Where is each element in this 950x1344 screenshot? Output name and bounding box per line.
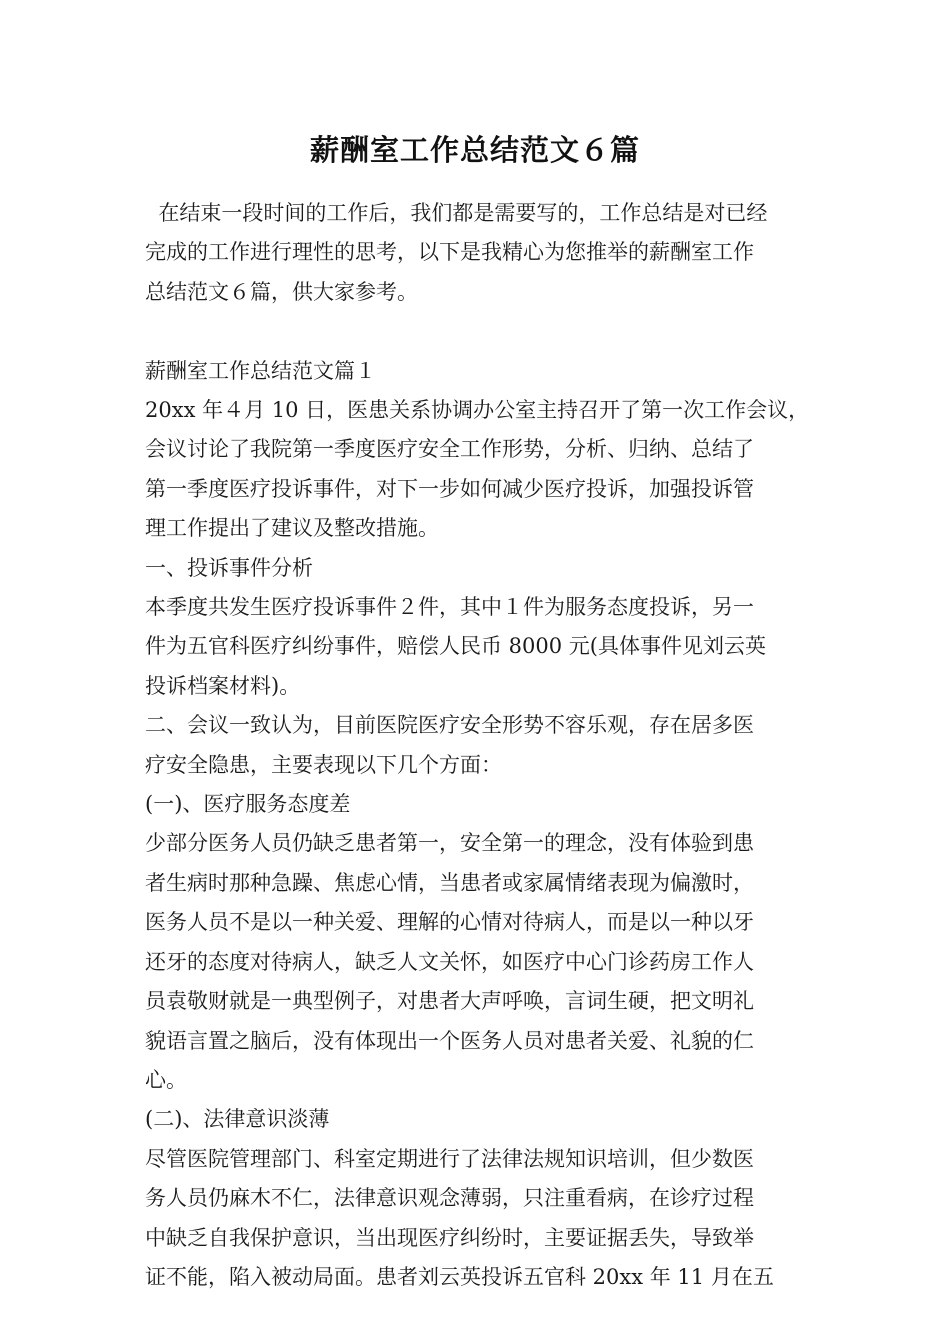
subheading: (二)、法律意识淡薄 [145,1107,330,1132]
paragraph-line: 还牙的态度对待病人，缺乏人文关怀，如医疗中心门诊药房工作人 [145,949,754,974]
paragraph-line: 理工作提出了建议及整改措施。 [145,516,439,541]
subheading: 一、投诉事件分析 [145,555,313,580]
paragraph-line: 20xx 年４月 10 日，医患关系协调办公室主持召开了第一次工作会议， [145,398,810,423]
paragraph-line: 务人员仍麻木不仁，法律意识观念薄弱，只注重看病，在诊疗过程 [145,1186,754,1211]
section-heading: 薪酬室工作总结范文篇１ [145,358,376,383]
paragraph-line: 心。 [145,1067,187,1092]
paragraph-line: 第一季度医疗投诉事件，对下一步如何减少医疗投诉，加强投诉管 [145,476,754,501]
paragraph-line: 少部分医务人员仍缺乏患者第一，安全第一的理念，没有体验到患 [145,831,754,856]
paragraph-line: 投诉档案材料)。 [145,673,301,698]
document-title: 薪酬室工作总结范文６篇 [309,133,640,167]
paragraph-line: 本季度共发生医疗投诉事件２件，其中１件为服务态度投诉，另一 [145,595,754,620]
paragraph-line: 证不能，陷入被动局面。患者刘云英投诉五官科 20xx 年 11 月在五 [145,1264,774,1289]
paragraph-line: 者生病时那种急躁、焦虑心情，当患者或家属情绪表现为偏激时， [145,870,754,895]
paragraph-line: 二、会议一致认为，目前医院医疗安全形势不容乐观，存在居多医 [145,713,754,738]
paragraph-line: 医务人员不是以一种关爱、理解的心情对待病人，而是以一种以牙 [145,910,754,935]
paragraph-gap [145,312,825,351]
intro-line: 完成的工作进行理性的思考，以下是我精心为您推举的薪酬室工作 [145,240,754,265]
paragraph-line: 貌语言置之脑后，没有体现出一个医务人员对患者关爱、礼貌的仁 [145,1028,754,1053]
paragraph-line: 会议讨论了我院第一季度医疗安全工作形势，分析、归纳、总结了 [145,437,754,462]
intro-line: 在结束一段时间的工作后，我们都是需要写的，工作总结是对已经 [145,201,768,225]
paragraph-line: 尽管医院管理部门、科室定期进行了法律法规知识培训，但少数医 [145,1146,754,1171]
paragraph-line: 中缺乏自我保护意识，当出现医疗纠纷时，主要证据丢失，导致举 [145,1225,754,1250]
paragraph-line: 疗安全隐患，主要表现以下几个方面： [145,752,502,777]
paragraph-line: 件为五官科医疗纠纷事件，赔偿人民币 8000 元(具体事件见刘云英 [145,634,766,659]
document-body [145,194,825,1297]
intro-line: 总结范文６篇，供大家参考。 [145,279,418,304]
subheading: (一)、医疗服务态度差 [145,792,351,817]
paragraph-line: 员袁敬财就是一典型例子，对患者大声呼唤，言词生硬，把文明礼 [145,989,754,1014]
